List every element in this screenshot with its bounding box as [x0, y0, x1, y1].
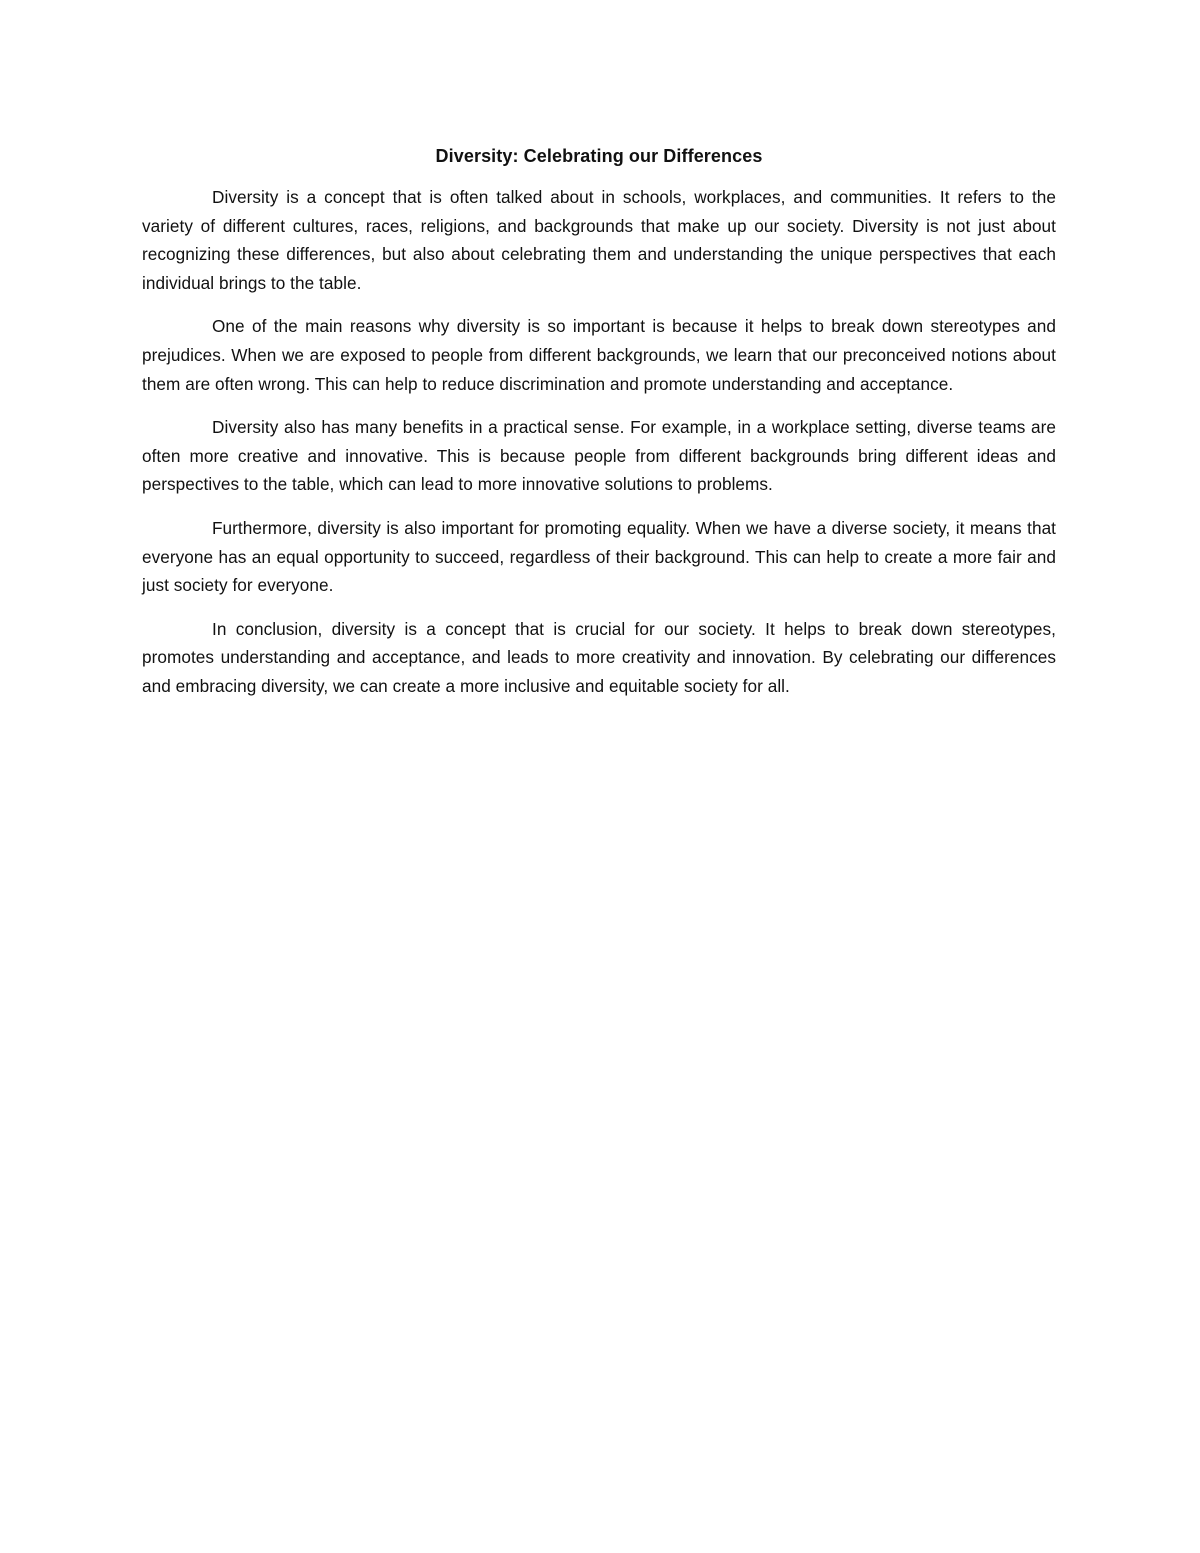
document-title: Diversity: Celebrating our Differences [435, 146, 763, 166]
document-body [142, 143, 1056, 716]
paragraph-1: Diversity is a concept that is often talked about in schools, workplaces, and communities. It refers to the variety of different cultures, races, religions, and backgrounds that make up our society. Diversity is not just about recognizing these differences, but also about celebrating them and understanding the unique perspectives that each individual brings to the table. [142, 187, 1056, 293]
paragraph-3: Diversity also has many benefits in a practical sense. For example, in a workplace setting, diverse teams are often more creative and innovative. This is because people from different backgrounds bring different ideas and perspectives to the table, which can lead to more innovative solutions to problems. [142, 417, 1056, 495]
paragraph-2: One of the main reasons why diversity is so important is because it helps to break down stereotypes and prejudices. When we are exposed to people from different backgrounds, we learn that our preconceived notions about them are often wrong. This can help to reduce discrimination and promote understanding and acceptance. [142, 316, 1056, 394]
paragraph-4: Furthermore, diversity is also important for promoting equality. When we have a diverse society, it means that everyone has an equal opportunity to succeed, regardless of their background. This can help to create a more fair and just society for everyone. [142, 517, 1056, 596]
paragraph-5: In conclusion, diversity is a concept that is crucial for our society. It helps to break down stereotypes, promotes understanding and acceptance, and leads to more creativity and innovation. By celebrating our differences and embracing diversity, we can create a more inclusive and equitable society for all. [142, 618, 1056, 696]
